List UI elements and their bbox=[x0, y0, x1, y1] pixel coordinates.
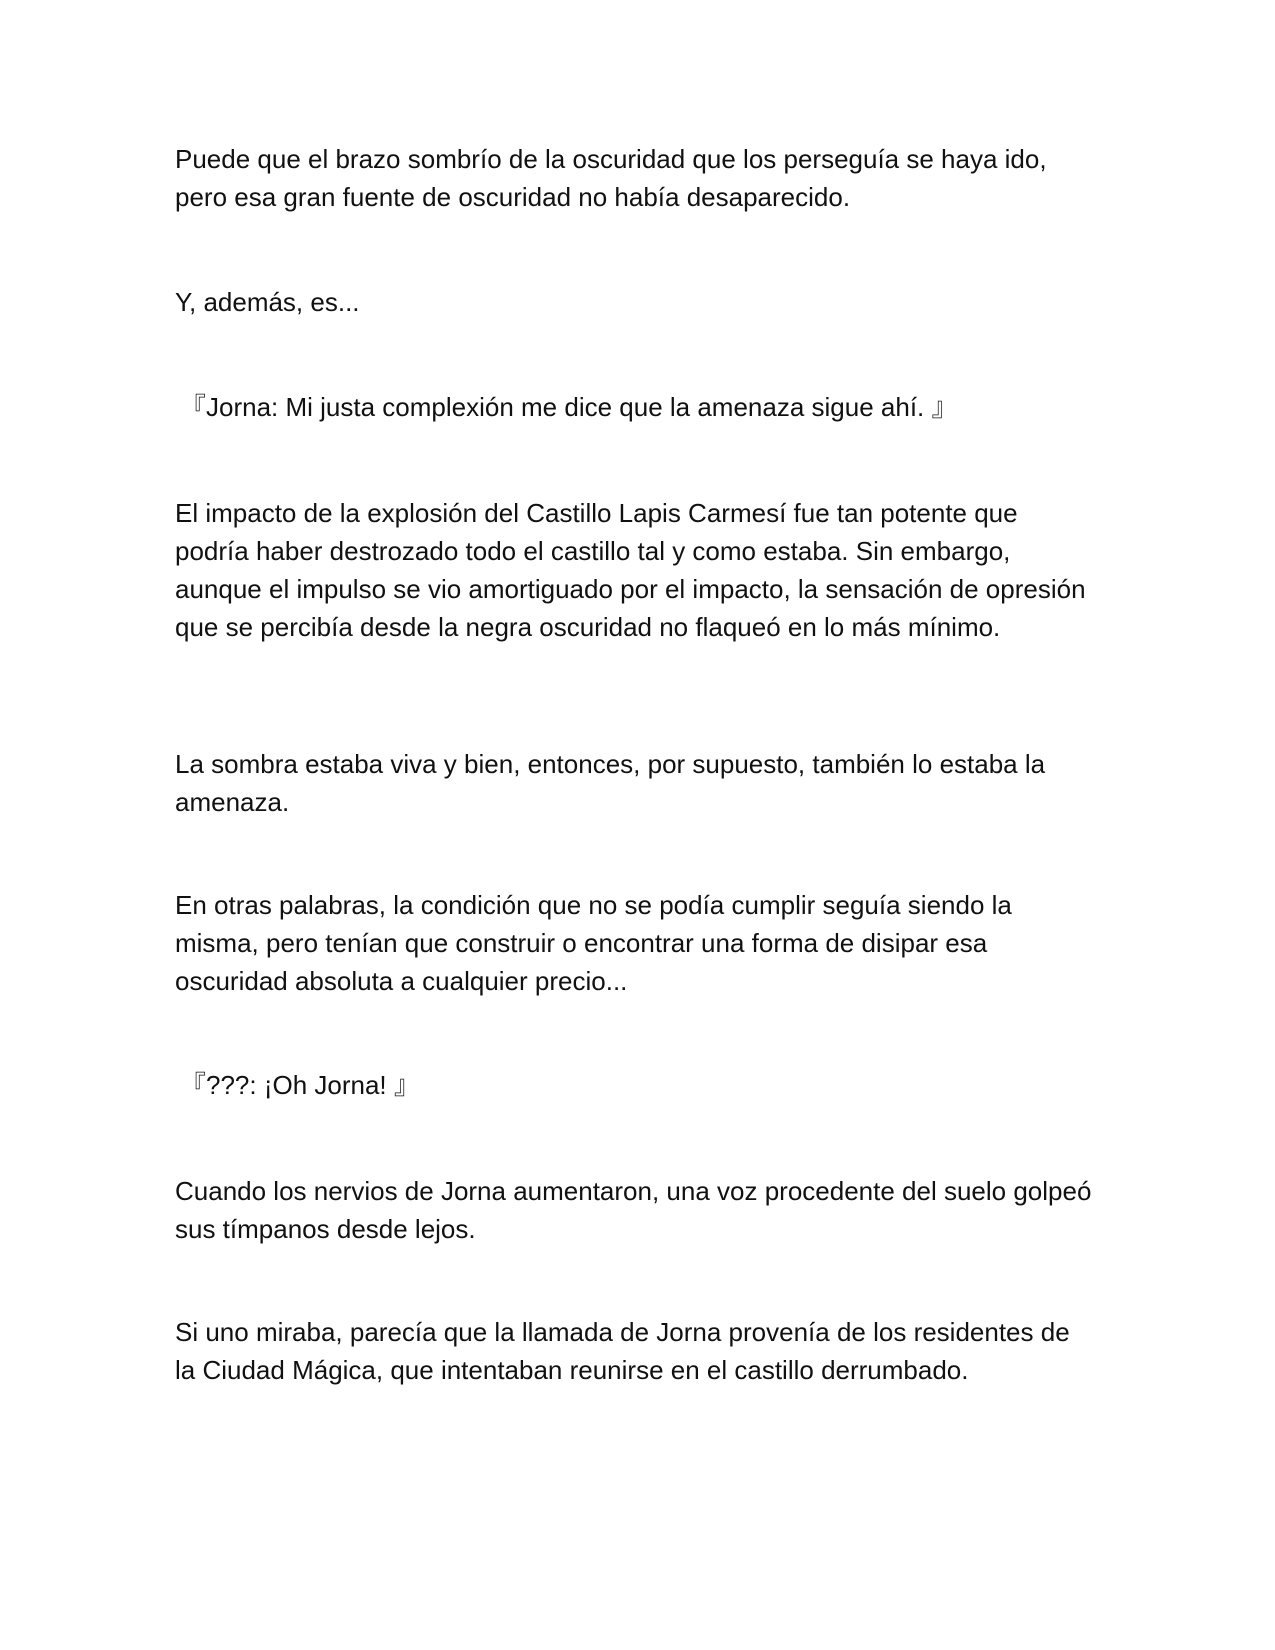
dialogue-unknown: 『???: ¡Oh Jorna! 』 bbox=[180, 1070, 420, 1100]
paragraph-4: La sombra estaba viva y bien, entonces, por supuesto, también lo estaba la amenaza. bbox=[175, 749, 1046, 817]
paragraph-6: Cuando los nervios de Jorna aumentaron, una voz procedente del suelo golpeó sus tímpanos desde lejos. bbox=[175, 1176, 1092, 1244]
paragraph-2: Y, además, es... bbox=[175, 287, 360, 317]
paragraph-7: Si uno miraba, parecía que la llamada de Jorna provenía de los residentes de la Ciudad Mágica, que intentaban reunirse en el castillo derrumbado. bbox=[175, 1317, 1070, 1385]
dialogue-jorna: 『Jorna: Mi justa complexión me dice que la amenaza sigue ahí. 』 bbox=[180, 392, 958, 422]
paragraph-5: En otras palabras, la condición que no se podía cumplir seguía siendo la misma, pero tenían que construir o encontrar una forma de disipar esa oscuridad absoluta a cualquier precio... bbox=[175, 890, 1012, 996]
paragraph-1: Puede que el brazo sombrío de la oscuridad que los perseguía se haya ido, pero esa gran fuente de oscuridad no había desaparecido. bbox=[175, 144, 1047, 212]
paragraph-3: El impacto de la explosión del Castillo Lapis Carmesí fue tan potente que podría haber destrozado todo el castillo tal y como estaba. Sin embargo, aunque el impulso se vio amortiguado por el impacto, la sensación de opresión que se percibía desde la negra oscuridad no flaqueó en lo más mínimo. bbox=[175, 498, 1086, 642]
